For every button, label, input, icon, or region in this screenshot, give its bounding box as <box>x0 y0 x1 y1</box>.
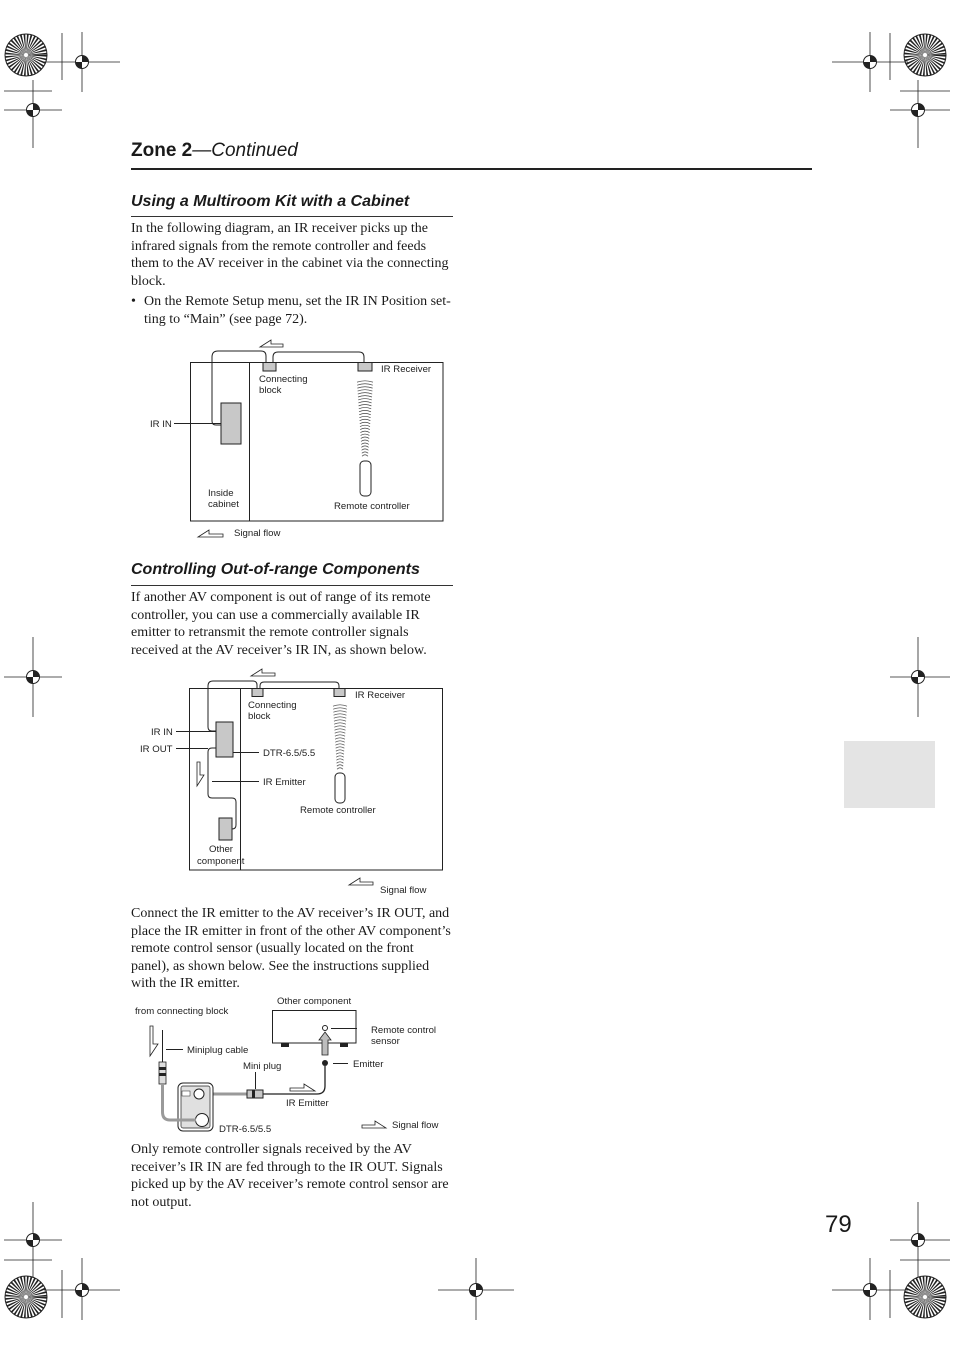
other-component <box>219 818 232 840</box>
ir-beam-arc <box>335 738 345 739</box>
registration-crosshair <box>890 80 950 148</box>
ir-beam-arc <box>361 440 369 441</box>
text-line: panel), as shown below. See the instructions supplied <box>131 958 430 974</box>
text-line: block. <box>131 273 166 289</box>
ir-receiver-cable <box>273 352 364 363</box>
ir-receiver-label: IR Receiver <box>355 690 406 701</box>
text-line: receiver’s IR IN are fed through to the IR OUT. Signals <box>131 1159 443 1175</box>
other-component-label: Other component <box>277 996 352 1007</box>
ir-beam-arc <box>334 720 346 721</box>
emitter-diagram <box>135 996 438 1135</box>
miniplug-cable-label: Miniplug cable <box>187 1045 249 1056</box>
ir-beam-arc <box>336 747 345 748</box>
ir-beam-arc <box>335 735 345 736</box>
crosshair-quadrant <box>33 1234 40 1241</box>
receiver-model-label: DTR-6.5/5.5 <box>219 1124 272 1135</box>
connecting-block-label: block <box>259 385 282 396</box>
ir-beam-arc <box>333 711 346 712</box>
heading-underline <box>131 216 453 217</box>
mini-plug-band <box>252 1090 255 1098</box>
crosshair-quadrant <box>27 110 34 117</box>
ir-beam-arc <box>359 407 371 408</box>
header-title: Zone 2 <box>131 140 193 161</box>
text-line: them to the AV receiver in the cabinet via the connecting <box>131 256 449 272</box>
text-line: received at the AV receiver’s IR IN, as shown below. <box>131 642 427 658</box>
remote-control-sensor-label: Remote control <box>371 1025 437 1036</box>
ir-beam-arc <box>336 759 343 760</box>
bullet-symbol: • <box>131 294 136 309</box>
connecting-block-label: Connecting <box>259 374 308 385</box>
target-center <box>24 53 28 57</box>
registration-crosshair <box>44 32 120 92</box>
text-line: On the Remote Setup menu, set the IR IN Position set- <box>144 294 451 309</box>
target-center <box>923 53 927 57</box>
crosshair-quadrant <box>918 104 925 111</box>
signal-flow-arrow <box>290 1084 315 1091</box>
text-line: place the IR emitter in front of the other AV component’s <box>131 923 451 939</box>
crosshair-quadrant <box>918 671 925 678</box>
ir-emitter-label: IR Emitter <box>263 777 306 788</box>
ir-beam-arc <box>362 452 368 453</box>
ir-beam-arc <box>358 402 371 403</box>
crosshair-quadrant <box>918 1234 925 1241</box>
ir-beam-arc <box>334 723 346 724</box>
ir-emitter-cable <box>208 748 236 829</box>
page-header <box>131 139 298 163</box>
other-component-label: Other <box>209 844 233 855</box>
crosshair-quadrant <box>27 677 34 684</box>
ir-beam-arc <box>362 455 368 456</box>
ir-out-label: IR OUT <box>140 744 173 755</box>
cabinet-outline <box>190 689 443 871</box>
crosshair-quadrant <box>27 1240 34 1247</box>
connecting-block-label: block <box>248 711 271 722</box>
ir-beam-arc <box>357 387 372 388</box>
registration-crosshair <box>438 1258 514 1320</box>
ir-beam-arc <box>360 422 370 423</box>
signal-flow-label: Signal flow <box>392 1120 439 1131</box>
ir-beam-arc <box>336 753 344 754</box>
ir-beam-arc <box>335 744 344 745</box>
ir-beam-arc <box>335 729 346 730</box>
ir-beam-arc <box>359 413 371 414</box>
ir-beam-arc <box>357 384 373 385</box>
crosshair-quadrant <box>864 62 871 69</box>
crosshair-quadrant <box>33 671 40 678</box>
inside-cabinet-label: cabinet <box>208 499 239 510</box>
crosshair-quadrant <box>470 1290 477 1297</box>
ir-receiver <box>334 689 345 697</box>
crosshair-quadrant <box>912 677 919 684</box>
page-number: 79 <box>825 1211 852 1238</box>
ir-beam-arc <box>358 396 372 397</box>
remote-controller-label: Remote controller <box>300 805 376 816</box>
registration-crosshair <box>4 1202 62 1278</box>
ir-beam-arc <box>361 446 368 447</box>
signal-flow-arrow <box>251 669 275 676</box>
text-line: Only remote controller signals received by the AV <box>131 1142 412 1157</box>
signal-flow-label: Signal flow <box>380 885 427 896</box>
ir-beam-arc <box>361 434 370 435</box>
ir-beam-arc <box>337 765 343 766</box>
crosshair-quadrant <box>76 1290 83 1297</box>
ir-beam <box>333 705 347 769</box>
signal-flow-arrow <box>260 340 283 347</box>
jack-label-plate <box>182 1091 190 1096</box>
ir-receiver-label: IR Receiver <box>381 364 432 375</box>
section-heading-cabinet: Using a Multiroom Kit with a Cabinet <box>131 193 410 210</box>
ir-beam-arc <box>358 399 372 400</box>
connecting-block <box>263 363 276 372</box>
component-foot <box>340 1043 348 1047</box>
registration-target <box>5 34 47 76</box>
plug-band <box>159 1067 166 1070</box>
ir-beam-arc <box>361 443 369 444</box>
header-rule <box>131 168 812 170</box>
registration-crosshair <box>832 1258 908 1320</box>
ir-beam-arc <box>360 419 371 420</box>
ir-beam-arc <box>337 768 343 769</box>
ir-beam-arc <box>359 416 370 417</box>
ir-beam-arc <box>336 756 344 757</box>
registration-target <box>904 1276 946 1318</box>
connecting-block-label: Connecting <box>248 700 297 711</box>
ir-beam-arc <box>358 390 373 391</box>
text-line: infrared signals from the remote controller and feeds <box>131 238 427 254</box>
ir-in-jack <box>196 1114 209 1127</box>
ir-beam-arc <box>361 437 369 438</box>
inside-cabinet-label: Inside <box>208 488 234 499</box>
ir-beam <box>357 381 373 456</box>
header-continued: —Continued <box>192 140 298 161</box>
signal-flow-legend-arrow <box>362 1121 386 1128</box>
heading-underline <box>131 585 453 586</box>
crosshair-quadrant <box>912 1240 919 1247</box>
ir-beam-arc <box>357 381 373 382</box>
signal-flow-legend-arrow <box>349 878 373 885</box>
registration-crosshair <box>890 637 950 717</box>
remote-controller <box>335 773 345 803</box>
ir-beam-arc <box>360 428 370 429</box>
target-center <box>923 1295 927 1299</box>
ir-beam-arc <box>360 431 369 432</box>
receiver-model-label: DTR-6.5/5.5 <box>263 748 316 759</box>
crosshair-quadrant <box>476 1284 483 1291</box>
other-component-label: component <box>197 856 245 867</box>
signal-flow-down-arrow <box>150 1026 158 1056</box>
ir-out-jack <box>194 1089 204 1099</box>
section-heading-out-of-range: Controlling Out-of-range Components <box>131 561 420 578</box>
ir-emitter-label: IR Emitter <box>286 1098 329 1109</box>
registration-crosshair <box>832 32 908 92</box>
paragraph-note <box>131 1141 449 1211</box>
text-line: Connect the IR emitter to the AV receiver’s IR OUT, and <box>131 906 450 921</box>
mini-plug-label: Mini plug <box>243 1061 282 1072</box>
remote-controller-label: Remote controller <box>334 501 410 512</box>
text-line: In the following diagram, an IR receiver picks up the <box>131 221 429 236</box>
crosshair-quadrant <box>864 1290 871 1297</box>
crosshair-quadrant <box>870 1284 877 1291</box>
connecting-block <box>252 689 263 697</box>
chapter-tab <box>844 741 935 808</box>
ir-receiver <box>358 363 372 372</box>
registration-crosshair <box>4 80 62 148</box>
plug-band <box>159 1073 166 1076</box>
registration-crosshair <box>4 637 62 717</box>
text-line: controller, you can use a commercially available IR <box>131 607 420 623</box>
emitter-label: Emitter <box>353 1059 384 1070</box>
component-foot <box>281 1043 289 1047</box>
remote-control-sensor <box>323 1026 328 1031</box>
registration-crosshair <box>890 1202 950 1278</box>
from-connecting-block-label: from connecting block <box>135 1006 229 1017</box>
paragraph-cabinet <box>131 220 449 290</box>
ir-beam-arc <box>359 404 372 405</box>
ir-beam-arc <box>333 708 347 709</box>
ir-beam-arc <box>362 449 369 450</box>
ir-in-label: IR IN <box>151 727 173 738</box>
ir-beam-arc <box>334 714 347 715</box>
text-line: with the IR emitter. <box>131 976 240 992</box>
registration-target <box>904 34 946 76</box>
ir-beam-arc <box>358 393 372 394</box>
text-line: If another AV component is out of range of its remote <box>131 590 431 605</box>
crosshair-quadrant <box>33 104 40 111</box>
target-center <box>24 1295 28 1299</box>
text-line: remote control sensor (usually located on the front <box>131 941 414 957</box>
other-component-body <box>273 1011 357 1044</box>
ir-in-label: IR IN <box>150 419 172 430</box>
ir-beam-arc <box>333 705 347 706</box>
text-line: emitter to retransmit the remote controller signals <box>131 625 409 641</box>
signal-flow-down-arrow <box>197 762 204 786</box>
ir-beam-arc <box>359 410 371 411</box>
av-receiver <box>221 403 241 444</box>
ir-beam-arc <box>335 741 344 742</box>
text-line: ting to “Main” (see page 72). <box>144 311 308 327</box>
remote-control-sensor-label: sensor <box>371 1036 400 1047</box>
ir-receiver-cable <box>260 682 339 689</box>
ir-beam-arc <box>360 425 370 426</box>
registration-crosshair <box>44 1258 120 1320</box>
paragraph-out-of-range <box>131 589 431 659</box>
emitter <box>322 1060 328 1066</box>
crosshair-quadrant <box>76 62 83 69</box>
signal-flow-label: Signal flow <box>234 528 281 539</box>
crosshair-quadrant <box>82 1284 89 1291</box>
crosshair-quadrant <box>912 110 919 117</box>
text-line: not output. <box>131 1194 192 1210</box>
ir-beam-arc <box>335 732 346 733</box>
ir-beam-arc <box>337 762 344 763</box>
ir-beam-arc <box>336 750 344 751</box>
ir-beam-arc <box>334 726 345 727</box>
out-of-range-diagram <box>140 669 443 896</box>
registration-target <box>5 1276 47 1318</box>
crosshair-quadrant <box>870 56 877 63</box>
paragraph-connect-emitter <box>131 905 451 993</box>
text-line: picked up by the AV receiver’s remote control sensor are <box>131 1177 449 1193</box>
ir-beam-arc <box>334 717 346 718</box>
remote-controller <box>360 461 371 496</box>
av-receiver <box>216 722 233 757</box>
crosshair-quadrant <box>82 56 89 63</box>
signal-flow-legend-arrow <box>198 530 223 537</box>
cabinet-diagram <box>150 340 443 539</box>
